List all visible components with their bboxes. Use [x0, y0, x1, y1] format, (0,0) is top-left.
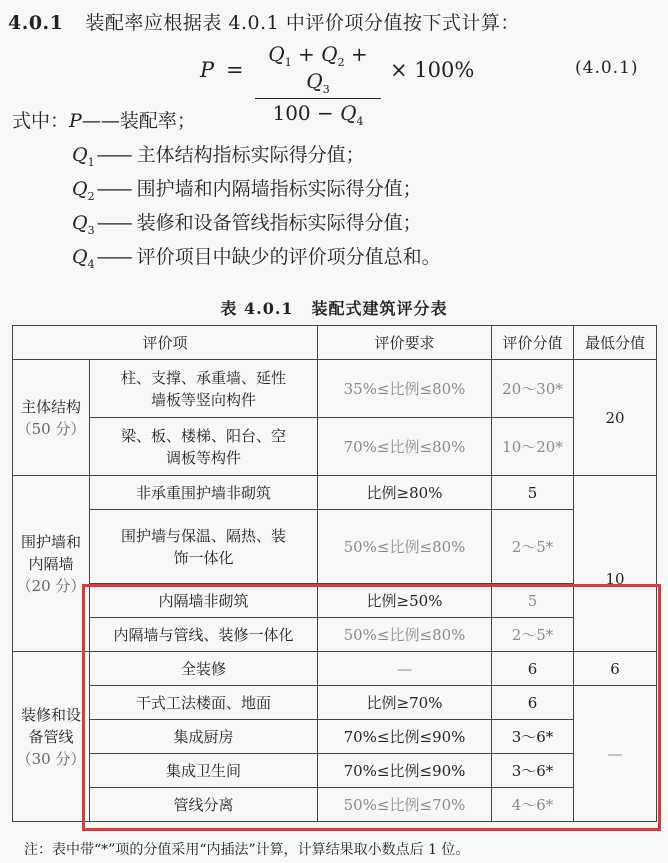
definition-q4: $Q_4$ —— 评价项目中缺少的评价项分值总和。 — [72, 246, 441, 271]
row-score: 4～6* — [492, 788, 574, 822]
table-row — [13, 686, 657, 720]
definition-q2: $Q_2$ —— 围护墙和内隔墙指标实际得分值； — [72, 178, 422, 203]
table-row — [13, 754, 657, 788]
row-requirement: 70%≤比例≤90% — [318, 720, 492, 754]
table-title: 装配式建筑评分表 — [311, 299, 448, 318]
row-score: 3～6* — [492, 720, 574, 754]
row-item: 内隔墙与管线、装修一体化 — [90, 618, 318, 652]
full-decoration-min-score: 6 — [574, 652, 657, 686]
formula-fraction — [255, 42, 381, 128]
group-min-score: 10 — [574, 476, 657, 652]
row-score: 20～30* — [492, 360, 574, 418]
row-requirement: 70%≤比例≤90% — [318, 754, 492, 788]
row-item: 集成卫生间 — [90, 754, 318, 788]
group-enclosure-walls: 围护墙和内隔墙 （20 分） — [13, 476, 90, 652]
row-requirement: — — [318, 652, 492, 686]
row-score: 5 — [492, 584, 574, 618]
clause-text: 装配率应根据表 4.0.1 中评价项分值按下式计算： — [85, 12, 520, 34]
group-min-score: — — [574, 686, 657, 822]
row-requirement: 比例≥50% — [318, 584, 492, 618]
formula-denominator: $100 - Q_4$ — [272, 101, 364, 128]
clause-heading — [8, 8, 520, 35]
group-decoration-pipelines: 装修和设备管线 （30 分） — [13, 652, 90, 822]
table-caption — [0, 296, 668, 319]
row-item: 管线分离 — [90, 788, 318, 822]
row-requirement: 50%≤比例≤70% — [318, 788, 492, 822]
formula — [200, 42, 660, 128]
equation-number: (4.0.1) — [575, 58, 639, 78]
table-number: 表 4.0.1 — [220, 299, 294, 318]
where-line: 式中：P——装配率； — [12, 110, 196, 132]
row-requirement: 比例≥80% — [318, 476, 492, 510]
table-row — [13, 360, 657, 418]
definition-q3: $Q_3$ —— 装修和设备管线指标实际得分值； — [72, 212, 422, 237]
row-requirement: 50%≤比例≤80% — [318, 618, 492, 652]
row-requirement: 35%≤比例≤80% — [318, 360, 492, 418]
row-score: 10～20* — [492, 418, 574, 476]
row-item: 全装修 — [90, 652, 318, 686]
group-min-score: 20 — [574, 360, 657, 476]
table-note: 注：表中带“*”项的分值采用“内插法”计算，计算结果取小数点后 1 位。 — [24, 842, 470, 858]
table-row — [13, 618, 657, 652]
row-score: 6 — [492, 686, 574, 720]
row-requirement: 50%≤比例≤80% — [318, 510, 492, 584]
header-item: 评价项 — [13, 326, 318, 360]
formula-lhs: P — [200, 58, 215, 82]
formula-numerator: $Q_1 + Q_2 + Q_3$ — [255, 42, 381, 99]
row-item: 集成厨房 — [90, 720, 318, 754]
row-item: 非承重围护墙非砌筑 — [90, 476, 318, 510]
row-item: 干式工法楼面、地面 — [90, 686, 318, 720]
clause-number: 4.0.1 — [8, 12, 64, 34]
definition-q1: $Q_1$ —— 主体结构指标实际得分值； — [72, 144, 365, 169]
header-requirement: 评价要求 — [318, 326, 492, 360]
table-row — [13, 788, 657, 822]
group-main-structure: 主体结构 （50 分） — [13, 360, 90, 476]
table-row — [13, 418, 657, 476]
definition-list — [72, 140, 441, 276]
table-row — [13, 584, 657, 618]
row-item: 围护墙与保温、隔热、装饰一体化 — [90, 510, 318, 584]
formula-times: × 100% — [390, 58, 475, 82]
row-score: 2～5* — [492, 510, 574, 584]
table-row — [13, 510, 657, 584]
header-score: 评价分值 — [492, 326, 574, 360]
row-score: 3～6* — [492, 754, 574, 788]
row-item: 柱、支撑、承重墙、延性墙板等竖向构件 — [90, 360, 318, 418]
header-min-score: 最低分值 — [574, 326, 657, 360]
scoring-table — [12, 325, 657, 822]
table-header-row — [13, 326, 657, 360]
row-requirement: 70%≤比例≤80% — [318, 418, 492, 476]
formula-equals: = — [226, 58, 244, 82]
row-score: 5 — [492, 476, 574, 510]
table-row — [13, 720, 657, 754]
row-score: 6 — [492, 652, 574, 686]
row-score: 2～5* — [492, 618, 574, 652]
table-row — [13, 476, 657, 510]
table-row — [13, 652, 657, 686]
row-requirement: 比例≥70% — [318, 686, 492, 720]
row-item: 内隔墙非砌筑 — [90, 584, 318, 618]
row-item: 梁、板、楼梯、阳台、空调板等构件 — [90, 418, 318, 476]
